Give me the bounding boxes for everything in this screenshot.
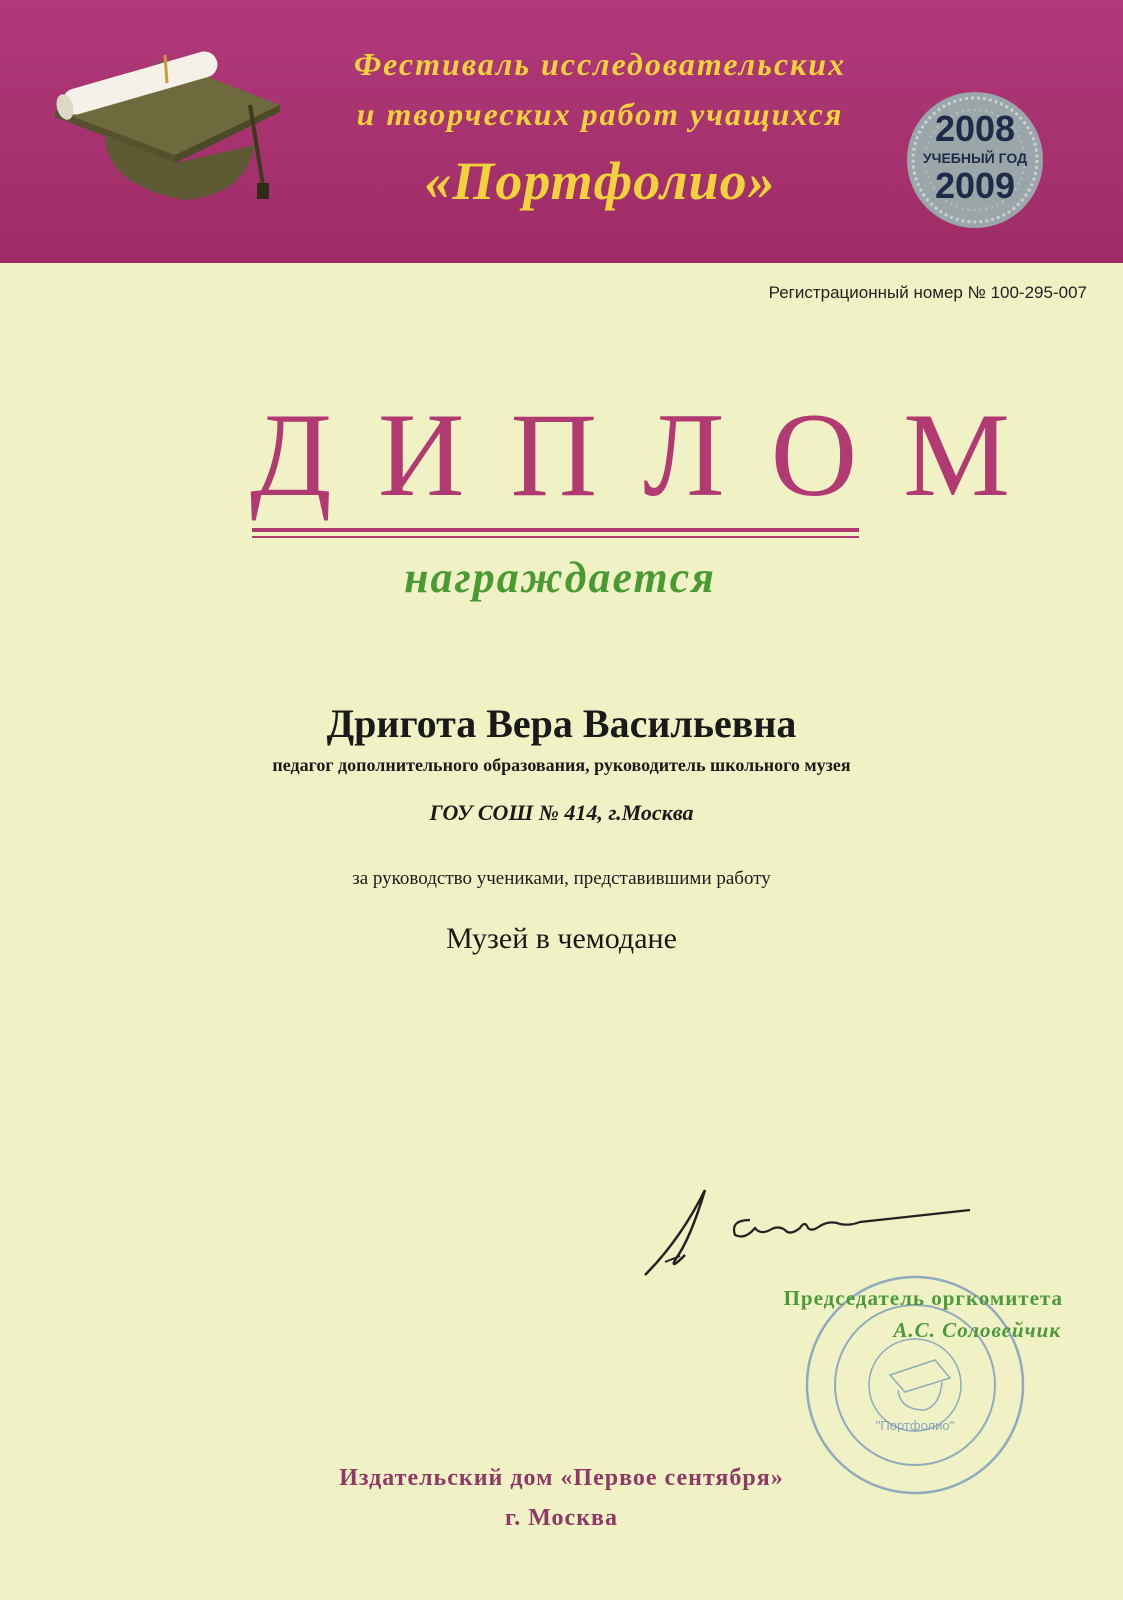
graduation-cap-icon [45, 35, 295, 215]
awarded-label: награждается [404, 553, 716, 602]
publisher-city: г. Москва [505, 1505, 618, 1531]
recipient-position: педагог дополнительного образования, руководитель школьного музея [272, 755, 851, 775]
title-underline-thin [252, 536, 859, 538]
year-end: 2009 [934, 165, 1016, 206]
title-underline [252, 528, 859, 532]
festival-title-line-2: и творческих работ учащихся [356, 96, 844, 132]
registration-number: Регистрационный номер № 100-295-007 [768, 283, 1087, 302]
year-start: 2008 [934, 108, 1016, 149]
recipient-school: ГОУ СОШ № 414, г.Москва [429, 800, 694, 825]
stamp-center-text: "Портфолио" [875, 1418, 955, 1433]
header-banner [0, 0, 1123, 263]
signature-icon [640, 1180, 990, 1280]
festival-title-line-1: Фестиваль исследовательских [353, 46, 847, 82]
document-title: ДИПЛОМ [250, 388, 1056, 521]
recipient-name: Дригота Вера Васильевна [326, 701, 797, 746]
year-label: УЧЕБНЫЙ ГОД [922, 150, 1028, 166]
signatory-name: А.С. Соловейчик [893, 1318, 1061, 1342]
work-title: Музей в чемодане [446, 922, 677, 955]
publisher-name: Издательский дом «Первое сентября» [339, 1465, 784, 1491]
signatory-role: Председатель оргкомитета [783, 1286, 1063, 1310]
award-reason: за руководство учениками, представившими работу [352, 868, 771, 889]
festival-name: «Портфолио» [424, 151, 776, 211]
